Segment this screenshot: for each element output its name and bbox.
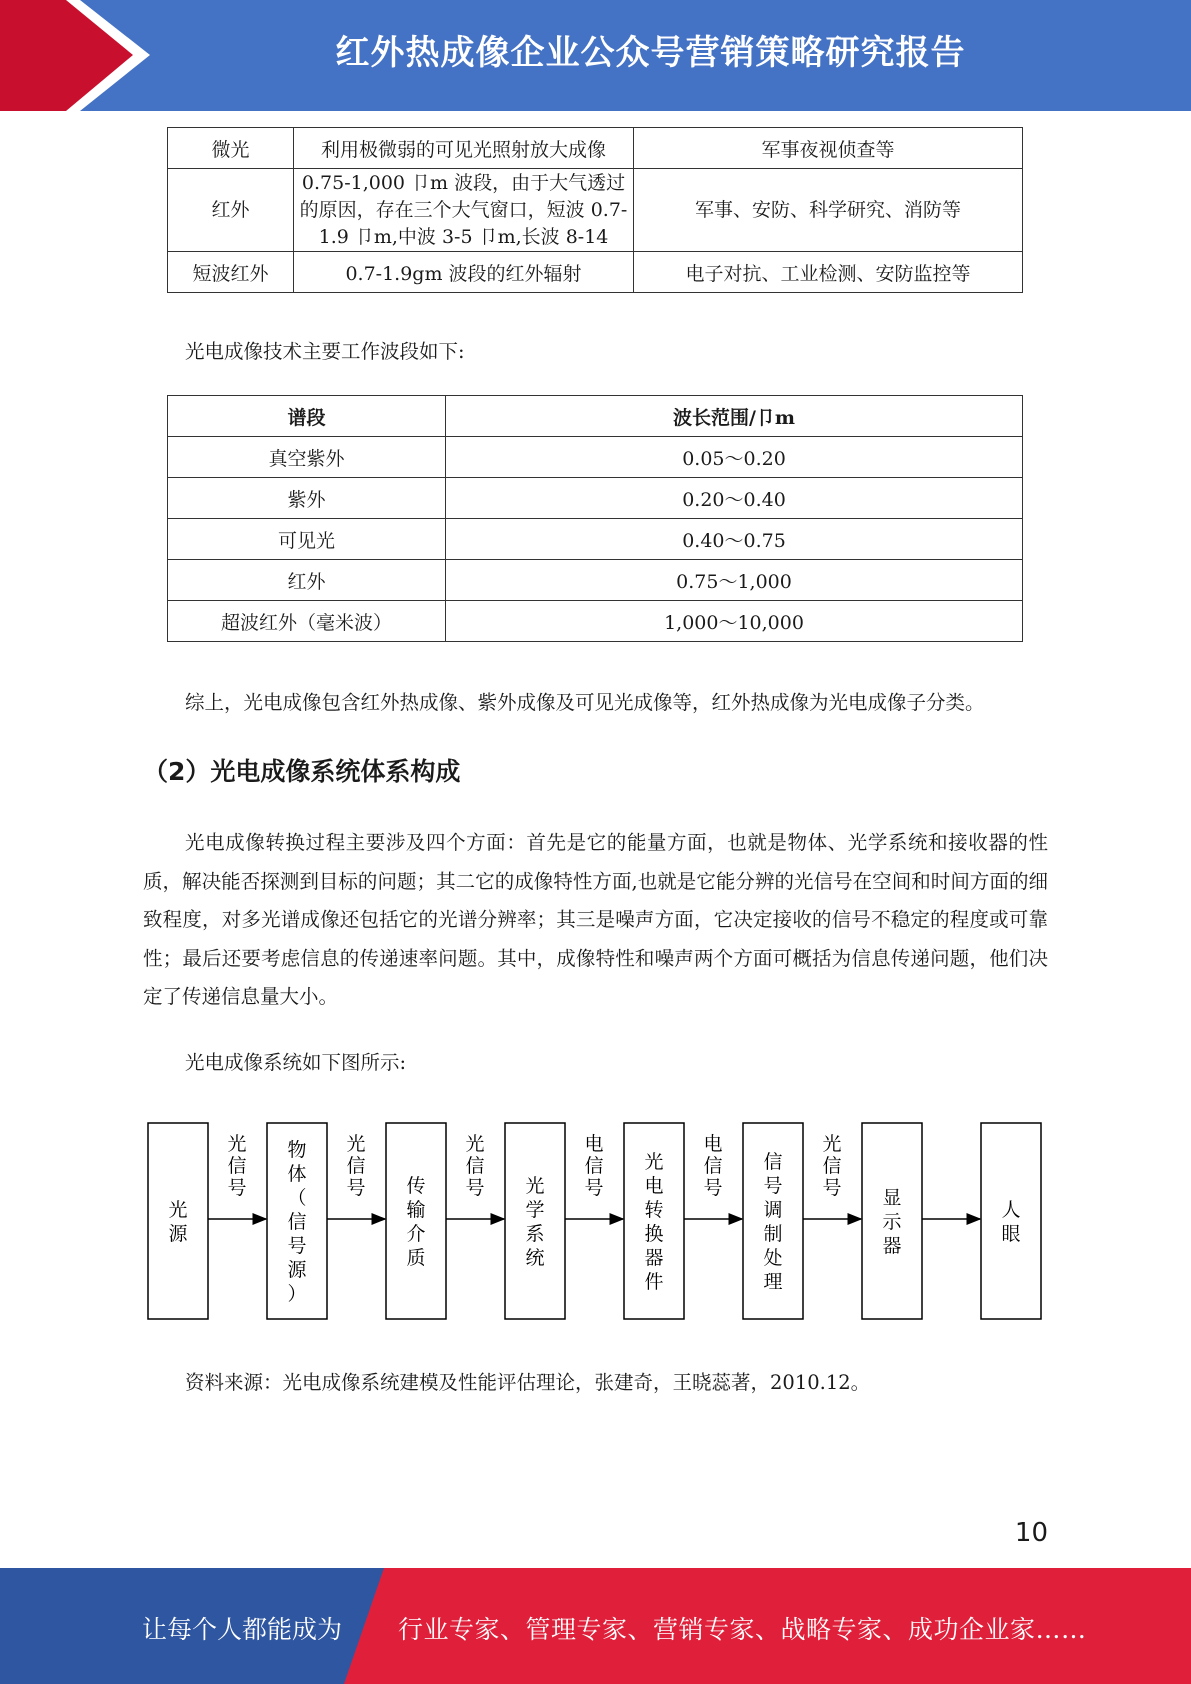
diagram-box-label: 光源 [168, 1199, 188, 1245]
wavelength-table [167, 395, 1023, 642]
table-cell: 电子对抗、工业检测、安防监控等 [634, 252, 1023, 293]
diagram-box-label: 显示器 [882, 1187, 902, 1257]
diagram-box [148, 1123, 208, 1319]
body-paragraph: 光电成像转换过程主要涉及四个方面：首先是它的能量方面，也就是物体、光学系统和接收器的性质，解决能否探测到目标的问题；其二它的成像特性方面,也就是它能分辨的光信号在空间和时间方面的细致程度，对多光谱成像还包括它的光谱分辨率；其三是噪声方面，它决定接收的信号不稳定的程度或可靠性；最后还要考虑信息的传递速率问题。其中，成像特性和噪声两个方面可概括为信息传递问题，他们决定了传递信息量大小。 [143, 831, 1048, 1008]
page-header [0, 0, 1191, 111]
table-cell: 红外 [168, 169, 294, 252]
table-row [168, 601, 1023, 642]
table2-intro: 光电成像技术主要工作波段如下: [185, 340, 465, 363]
table-cell: 1,000～10,000 [446, 601, 1023, 642]
column-header: 波长范围/卩m [446, 396, 1023, 437]
diagram-box-label: 传输介质 [406, 1175, 426, 1269]
table-cell: 可见光 [168, 519, 446, 560]
header-chevron-decoration [0, 0, 150, 111]
diagram-arrow-label: 光信号 [822, 1133, 842, 1199]
diagram-box [505, 1123, 565, 1319]
table-cell: 0.7-1.9gm 波段的红外辐射 [294, 252, 634, 293]
diagram-arrow-label: 光信号 [465, 1133, 485, 1199]
diagram-arrow-label: 电信号 [584, 1133, 604, 1199]
table-cell: 红外 [168, 560, 446, 601]
imaging-type-table [167, 127, 1023, 293]
summary-paragraph: 综上，光电成像包含红外热成像、紫外成像及可见光成像等，红外热成像为光电成像子分类。 [185, 691, 985, 714]
table-row [168, 478, 1023, 519]
section-heading: （2）光电成像系统体系构成 [143, 757, 461, 786]
table-cell: 超波红外（毫米波） [168, 601, 446, 642]
page-number: 10 [1014, 1518, 1048, 1548]
source-note: 资料来源：光电成像系统建模及性能评估理论，张建奇，王晓蕊著，2010.12。 [185, 1371, 871, 1394]
table-row [168, 560, 1023, 601]
table-cell: 短波红外 [168, 252, 294, 293]
diagram-box [981, 1123, 1041, 1319]
table-cell: 微光 [168, 128, 294, 169]
table-row [168, 437, 1023, 478]
table-row [168, 169, 1023, 252]
diagram-box-label: 光电转换器件 [644, 1151, 664, 1293]
diagram-arrow-label: 光信号 [227, 1133, 247, 1199]
diagram-arrow-label: 电信号 [703, 1133, 723, 1199]
diagram-box-label: 信号调制处理 [763, 1151, 783, 1293]
report-title: 红外热成像企业公众号营销策略研究报告 [335, 33, 966, 73]
diagram-box-label: 物体（信号源） [287, 1139, 307, 1305]
table-cell: 军事、安防、科学研究、消防等 [634, 169, 1023, 252]
diagram-box [386, 1123, 446, 1319]
diagram-intro: 光电成像系统如下图所示: [185, 1051, 407, 1074]
diagram-box-label: 光学系统 [525, 1175, 545, 1269]
table-cell: 真空紫外 [168, 437, 446, 478]
diagram-arrow-label: 光信号 [346, 1133, 366, 1199]
table-row [168, 128, 1023, 169]
table-header-row [168, 396, 1023, 437]
table-cell: 0.05～0.20 [446, 437, 1023, 478]
table-row [168, 252, 1023, 293]
table-cell: 0.40～0.75 [446, 519, 1023, 560]
column-header: 谱段 [168, 396, 446, 437]
table-cell: 利用极微弱的可见光照射放大成像 [294, 128, 634, 169]
footer-slogan-right: 行业专家、管理专家、营销专家、战略专家、成功企业家…… [398, 1615, 1087, 1644]
imaging-system-flow-diagram [143, 1118, 1043, 1324]
table-cell: 军事夜视侦查等 [634, 128, 1023, 169]
table-row [168, 519, 1023, 560]
footer-slogan-left: 让每个人都能成为 [142, 1615, 343, 1644]
table-cell: 0.75～1,000 [446, 560, 1023, 601]
diagram-box-label: 人眼 [1001, 1199, 1021, 1245]
table-cell: 紫外 [168, 478, 446, 519]
table-cell: 0.20～0.40 [446, 478, 1023, 519]
table-cell: 0.75-1,000 卩m 波段，由于大气透过的原因，存在三个大气窗口，短波 0.7-1.9 卩m,中波 3-5 卩m,长波 8-14 [294, 169, 634, 252]
